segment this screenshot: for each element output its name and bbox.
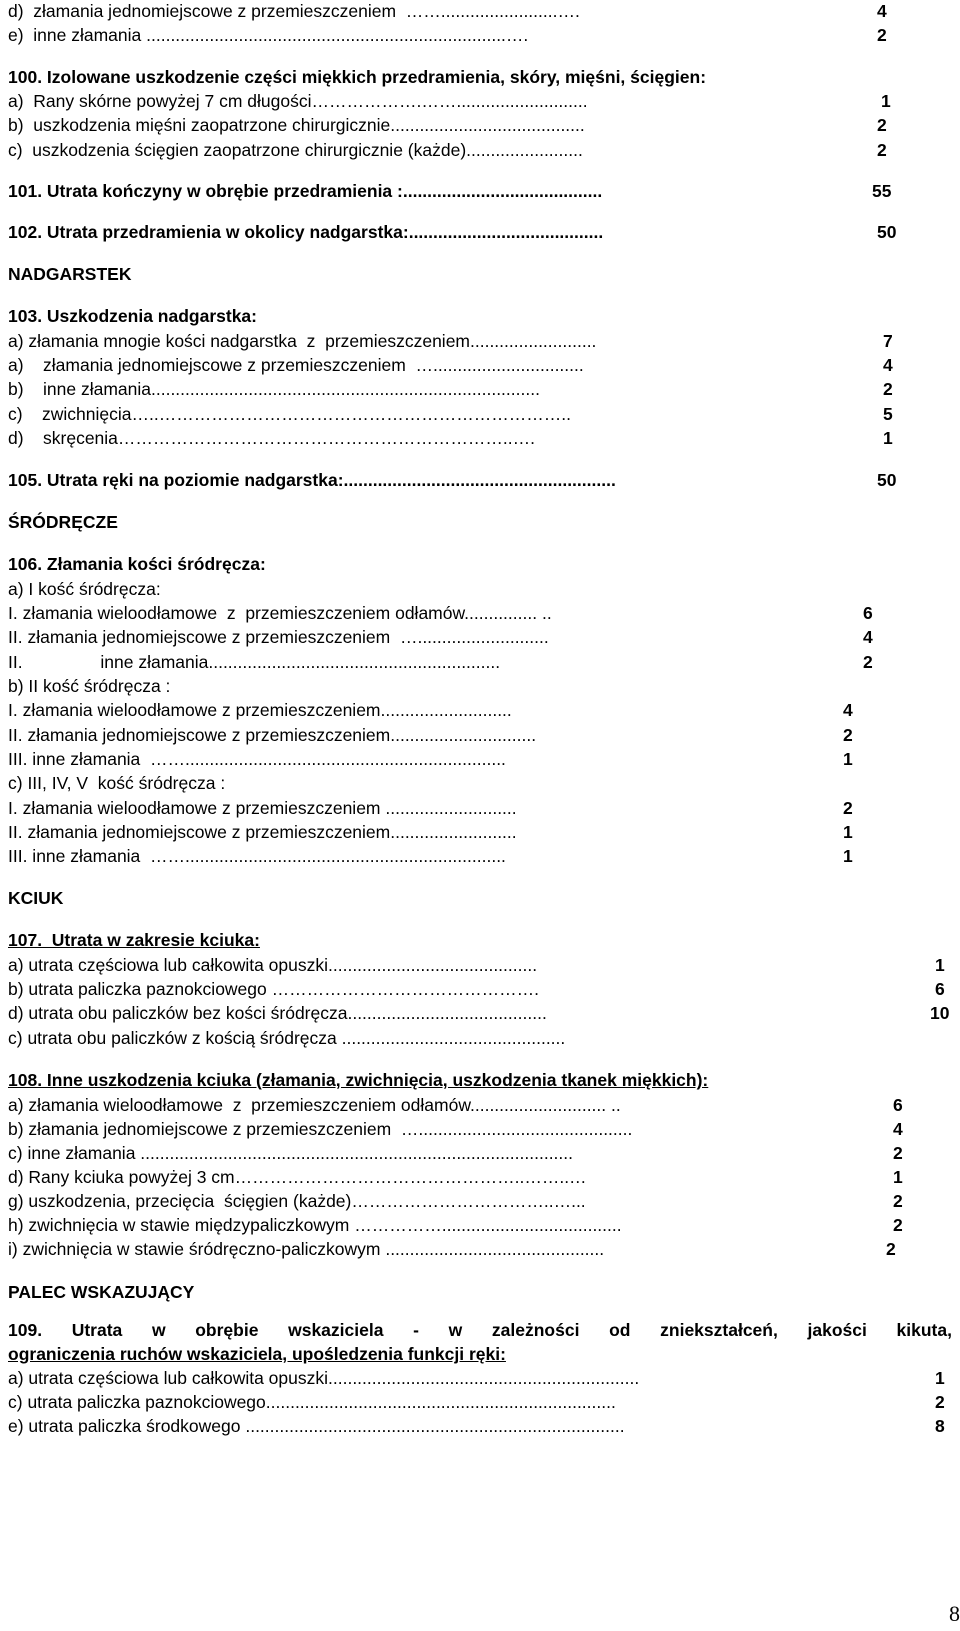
points-value: 6 — [935, 979, 945, 999]
heading-word: kikuta, — [896, 1320, 952, 1340]
text-line: b) II kość śródręcza : — [8, 676, 171, 696]
points-value: 8 — [935, 1416, 945, 1436]
heading-word: w — [448, 1320, 463, 1340]
points-value: 2 — [877, 115, 887, 135]
text-line: I. złamania wieloodłamowe z przemieszczeniem........................... — [8, 700, 517, 720]
text-line: 101. Utrata kończyny w obrębie przedramienia :......................................... — [8, 181, 608, 201]
points-value: 2 — [877, 140, 887, 160]
points-value: 1 — [883, 428, 893, 448]
text-line: NADGARSTEK — [8, 264, 132, 284]
text-line: a) I kość śródręcza: — [8, 579, 161, 599]
points-value: 10 — [930, 1003, 950, 1023]
points-value: 2 — [893, 1143, 903, 1163]
heading-word: obrębie — [195, 1320, 259, 1340]
text-line: I. złamania wieloodłamowe z przemieszczeniem ........................... — [8, 798, 522, 818]
text-line: 108. Inne uszkodzenia kciuka (złamania, zwichnięcia, uszkodzenia tkanek miękkich): — [8, 1070, 709, 1090]
text-line: a) utrata częściowa lub całkowita opuszki................................................................ — [8, 1368, 645, 1388]
points-value: 2 — [886, 1239, 896, 1259]
text-line: 100. Izolowane uszkodzenie części miękkich przedramienia, skóry, mięśni, ścięgien: — [8, 67, 707, 87]
points-value: 1 — [881, 91, 891, 111]
text-line: a) utrata częściowa lub całkowita opuszki........................................... — [8, 955, 542, 975]
text-line: c) uszkodzenia ścięgien zaopatrzone chirurgicznie (każde)........................ — [8, 140, 588, 160]
points-value: 2 — [893, 1215, 903, 1235]
points-value: 1 — [843, 846, 853, 866]
item-109-heading — [8, 1319, 952, 1341]
text-line: a) złamania jednomiejscowe z przemieszczeniem …............................... — [8, 355, 589, 375]
points-value: 50 — [877, 222, 897, 242]
text-line: d) utrata obu paliczków bez kości śródręcza......................................... — [8, 1003, 552, 1023]
heading-word: zniekształceń, — [660, 1320, 778, 1340]
text-line: III. inne złamania …….................................................................. — [8, 846, 511, 866]
heading-word: Utrata — [71, 1320, 123, 1340]
points-value: 2 — [863, 652, 873, 672]
heading-word: jakości — [807, 1320, 867, 1340]
text-line: c) inne złamania ......................................................................................... — [8, 1143, 578, 1163]
text-line: 105. Utrata ręki na poziomie nadgarstka:........................................................ — [8, 470, 621, 490]
text-line: c) utrata obu paliczków z kością śródręcza .............................................. — [8, 1028, 566, 1048]
text-line: II. złamania jednomiejscowe z przemieszczeniem.............................. — [8, 725, 541, 745]
text-line: i) zwichnięcia w stawie śródręczno-paliczkowym ............................................. — [8, 1239, 609, 1259]
text-line: ograniczenia ruchów wskaziciela, upośledzenia funkcji ręki: — [8, 1344, 506, 1364]
text-line: 102. Utrata przedramienia w okolicy nadgarstka:........................................ — [8, 222, 609, 242]
text-line: b) utrata paliczka paznokciowego ………………………………………. — [8, 979, 544, 999]
text-line: h) zwichnięcia w stawie międzypaliczkowym ……………..................................... — [8, 1215, 627, 1235]
text-line: e) utrata paliczka środkowego .............................................................................. — [8, 1416, 630, 1436]
text-line: 107. Utrata w zakresie kciuka: — [8, 930, 260, 950]
points-value: 4 — [883, 355, 893, 375]
text-line: g) uszkodzenia, przecięcia ścięgien (każde)……………………………..…... — [8, 1191, 591, 1211]
text-line: KCIUK — [8, 888, 64, 908]
text-line: d) skręcenia…………………………………………………………..…. — [8, 428, 540, 448]
text-line: b) złamania jednomiejscowe z przemieszczeniem …............................................ — [8, 1119, 638, 1139]
text-line: c) zwichnięcia…..…………………………………………………………….. — [8, 404, 576, 424]
text-line: I. złamania wieloodłamowe z przemieszczeniem odłamów............... .. — [8, 603, 557, 623]
heading-word: w — [151, 1320, 166, 1340]
text-line: e) inne złamania ..........................................................................…. — [8, 25, 534, 45]
points-value: 4 — [877, 1, 887, 21]
text-line: PALEC WSKAZUJĄCY — [8, 1282, 195, 1302]
points-value: 6 — [863, 603, 873, 623]
text-line: d) Rany kciuka powyżej 3 cm…………………………………………..……..… — [8, 1167, 592, 1187]
heading-word: od — [609, 1320, 631, 1340]
points-value: 2 — [935, 1392, 945, 1412]
text-line: c) utrata paliczka paznokciowego........................................................................ — [8, 1392, 621, 1412]
page-number: 8 — [949, 1601, 960, 1626]
points-value: 1 — [935, 955, 945, 975]
text-line: a) złamania mnogie kości nadgarstka z przemieszczeniem.......................... — [8, 331, 602, 351]
points-value: 5 — [883, 404, 893, 424]
text-line: b) inne złamania................................................................................ — [8, 379, 545, 399]
text-line: II. inne złamania............................................................ — [8, 652, 505, 672]
heading-word: - — [413, 1320, 419, 1340]
heading-word: zależności — [491, 1320, 580, 1340]
points-value: 2 — [893, 1191, 903, 1211]
heading-word: 109. — [8, 1320, 43, 1340]
heading-word: wskaziciela — [288, 1320, 384, 1340]
points-value: 1 — [935, 1368, 945, 1388]
text-line: ŚRÓDRĘCZE — [8, 512, 118, 532]
points-value: 1 — [843, 749, 853, 769]
text-line: a) Rany skórne powyżej 7 cm długości……………….……........................... — [8, 91, 593, 111]
text-line: III. inne złamania …….................................................................. — [8, 749, 511, 769]
points-value: 6 — [893, 1095, 903, 1115]
points-value: 4 — [893, 1119, 903, 1139]
points-value: 50 — [877, 470, 897, 490]
points-value: 2 — [843, 798, 853, 818]
text-line: II. złamania jednomiejscowe z przemieszczeniem.......................... — [8, 822, 522, 842]
points-value: 1 — [893, 1167, 903, 1187]
points-value: 2 — [883, 379, 893, 399]
points-value: 2 — [877, 25, 887, 45]
text-line: 106. Złamania kości śródręcza: — [8, 554, 266, 574]
text-line: d) złamania jednomiejscowe z przemieszczeniem ……........................…. — [8, 1, 585, 21]
points-value: 7 — [883, 331, 893, 351]
points-value: 55 — [872, 181, 892, 201]
text-line: 103. Uszkodzenia nadgarstka: — [8, 306, 257, 326]
text-line: b) uszkodzenia mięśni zaopatrzone chirurgicznie........................................ — [8, 115, 590, 135]
text-line: c) III, IV, V kość śródręcza : — [8, 773, 226, 793]
text-line: a) złamania wieloodłamowe z przemieszczeniem odłamów............................ .. — [8, 1095, 626, 1115]
text-line: II. złamania jednomiejscowe z przemieszczeniem …........................... — [8, 627, 554, 647]
points-value: 1 — [843, 822, 853, 842]
points-value: 2 — [843, 725, 853, 745]
points-value: 4 — [843, 700, 853, 720]
points-value: 4 — [863, 627, 873, 647]
